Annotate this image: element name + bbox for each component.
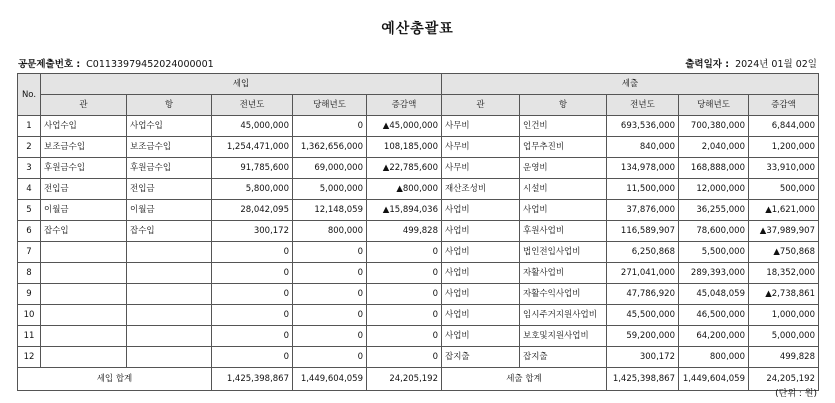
expense-curr-year-cell: 46,500,000 (679, 305, 749, 326)
table-row (18, 326, 819, 347)
col-header: 당해년도 (679, 95, 749, 116)
expense-gwan-cell: 사업비 (442, 305, 520, 326)
income-gwan-cell: 전입금 (41, 179, 127, 200)
income-curr-year-cell: 800,000 (293, 221, 367, 242)
unit-note: (단위 : 원) (775, 389, 817, 399)
expense-prev-year-cell: 116,589,907 (607, 221, 679, 242)
income-prev-year-cell: 91,785,600 (212, 158, 293, 179)
table-row (18, 284, 819, 305)
expense-prev-year-cell: 45,500,000 (607, 305, 679, 326)
expense-prev-year-cell: 134,978,000 (607, 158, 679, 179)
col-header: 관 (41, 95, 127, 116)
expense-hang-cell: 임시주거지원사업비 (520, 305, 607, 326)
expense-hang-cell: 인건비 (520, 116, 607, 137)
table-row (18, 242, 819, 263)
income-change-cell: 0 (367, 263, 442, 284)
income-curr-year-cell: 0 (293, 347, 367, 368)
income-prev-year-cell: 1,254,471,000 (212, 137, 293, 158)
expense-gwan-cell: 사무비 (442, 158, 520, 179)
expense-hang-cell: 후원사업비 (520, 221, 607, 242)
row-number-cell: 9 (18, 284, 41, 305)
print-date-value: 2024년 01월 02일 (735, 59, 817, 70)
income-prev-year-cell: 0 (212, 284, 293, 305)
income-gwan-cell (41, 326, 127, 347)
expense-curr-year-cell: 12,000,000 (679, 179, 749, 200)
income-change-cell: 499,828 (367, 221, 442, 242)
income-gwan-cell: 후원금수입 (41, 158, 127, 179)
expense-curr-year-cell: 800,000 (679, 347, 749, 368)
expense-total-curr: 1,449,604,059 (679, 368, 749, 391)
expense-gwan-cell: 사업비 (442, 263, 520, 284)
row-number-cell: 1 (18, 116, 41, 137)
income-curr-year-cell: 0 (293, 326, 367, 347)
income-change-cell: 0 (367, 326, 442, 347)
row-number-cell: 8 (18, 263, 41, 284)
expense-change-cell: 6,844,000 (749, 116, 819, 137)
income-prev-year-cell: 0 (212, 326, 293, 347)
income-gwan-cell (41, 347, 127, 368)
income-hang-cell: 보조금수입 (127, 137, 212, 158)
expense-curr-year-cell: 2,040,000 (679, 137, 749, 158)
income-curr-year-cell: 0 (293, 263, 367, 284)
table-row (18, 158, 819, 179)
income-hang-cell (127, 263, 212, 284)
income-curr-year-cell: 0 (293, 305, 367, 326)
row-number-cell: 7 (18, 242, 41, 263)
print-date (685, 56, 817, 70)
table-row (18, 137, 819, 158)
expense-hang-cell: 법인전입사업비 (520, 242, 607, 263)
income-change-cell: 0 (367, 242, 442, 263)
income-curr-year-cell: 12,148,059 (293, 200, 367, 221)
income-hang-cell (127, 347, 212, 368)
income-curr-year-cell: 0 (293, 242, 367, 263)
income-curr-year-cell: 0 (293, 284, 367, 305)
income-gwan-cell: 잡수입 (41, 221, 127, 242)
income-total-label: 세입 합계 (18, 368, 212, 391)
expense-prev-year-cell: 271,041,000 (607, 263, 679, 284)
expense-gwan-cell: 사업비 (442, 200, 520, 221)
expense-curr-year-cell: 168,888,000 (679, 158, 749, 179)
expense-change-cell: ▲37,989,907 (749, 221, 819, 242)
print-date-label: 출력일자 : (685, 59, 730, 70)
expense-change-cell: ▲1,621,000 (749, 200, 819, 221)
expense-total-diff: 24,205,192 (749, 368, 819, 391)
expense-hang-cell: 시설비 (520, 179, 607, 200)
expense-change-cell: 500,000 (749, 179, 819, 200)
income-total-prev: 1,425,398,867 (212, 368, 293, 391)
expense-hang-cell: 자활수익사업비 (520, 284, 607, 305)
expense-gwan-cell: 사무비 (442, 137, 520, 158)
expense-prev-year-cell: 37,876,000 (607, 200, 679, 221)
expense-prev-year-cell: 47,786,920 (607, 284, 679, 305)
expense-prev-year-cell: 693,536,000 (607, 116, 679, 137)
income-change-cell: 0 (367, 305, 442, 326)
expense-gwan-cell: 재산조성비 (442, 179, 520, 200)
income-gwan-cell (41, 305, 127, 326)
expense-gwan-cell: 사무비 (442, 116, 520, 137)
income-hang-cell: 후원금수입 (127, 158, 212, 179)
income-hang-cell (127, 326, 212, 347)
income-change-cell: ▲45,000,000 (367, 116, 442, 137)
expense-change-cell: 1,000,000 (749, 305, 819, 326)
expense-prev-year-cell: 6,250,868 (607, 242, 679, 263)
expense-change-cell: 1,200,000 (749, 137, 819, 158)
total-row (18, 368, 819, 391)
expense-prev-year-cell: 300,172 (607, 347, 679, 368)
expense-gwan-cell: 사업비 (442, 221, 520, 242)
income-prev-year-cell: 300,172 (212, 221, 293, 242)
table-row (18, 200, 819, 221)
expense-prev-year-cell: 840,000 (607, 137, 679, 158)
expense-change-cell: ▲2,738,861 (749, 284, 819, 305)
expense-curr-year-cell: 78,600,000 (679, 221, 749, 242)
expense-curr-year-cell: 289,393,000 (679, 263, 749, 284)
table-row (18, 263, 819, 284)
table-row (18, 221, 819, 242)
expense-total-label: 세출 합계 (442, 368, 607, 391)
row-number-cell: 3 (18, 158, 41, 179)
expense-change-cell: ▲750,868 (749, 242, 819, 263)
expense-change-cell: 5,000,000 (749, 326, 819, 347)
expense-hang-cell: 보호및지원사업비 (520, 326, 607, 347)
income-change-cell: ▲22,785,600 (367, 158, 442, 179)
income-total-diff: 24,205,192 (367, 368, 442, 391)
income-prev-year-cell: 28,042,095 (212, 200, 293, 221)
income-curr-year-cell: 1,362,656,000 (293, 137, 367, 158)
expense-gwan-cell: 사업비 (442, 284, 520, 305)
budget-summary-table (17, 73, 819, 391)
income-total-curr: 1,449,604,059 (293, 368, 367, 391)
expense-prev-year-cell: 59,200,000 (607, 326, 679, 347)
income-hang-cell: 이월금 (127, 200, 212, 221)
income-hang-cell (127, 242, 212, 263)
income-prev-year-cell: 0 (212, 263, 293, 284)
expense-hang-cell: 자활사업비 (520, 263, 607, 284)
income-gwan-cell (41, 284, 127, 305)
income-prev-year-cell: 0 (212, 347, 293, 368)
income-gwan-cell: 사업수입 (41, 116, 127, 137)
income-change-cell: ▲15,894,036 (367, 200, 442, 221)
income-change-cell: ▲800,000 (367, 179, 442, 200)
expense-curr-year-cell: 64,200,000 (679, 326, 749, 347)
doc-number-label: 공문제출번호 : (18, 59, 81, 70)
row-number-cell: 6 (18, 221, 41, 242)
header-expense: 세출 (442, 74, 819, 95)
row-number-cell: 12 (18, 347, 41, 368)
income-curr-year-cell: 69,000,000 (293, 158, 367, 179)
row-number-cell: 10 (18, 305, 41, 326)
page-title: 예산총괄표 (381, 21, 454, 37)
col-header: 증감액 (367, 95, 442, 116)
doc-number-value: C01133979452024000001 (86, 59, 214, 70)
income-change-cell: 108,185,000 (367, 137, 442, 158)
row-number-cell: 2 (18, 137, 41, 158)
expense-hang-cell: 잡지출 (520, 347, 607, 368)
table-row (18, 305, 819, 326)
income-gwan-cell: 이월금 (41, 200, 127, 221)
income-prev-year-cell: 5,800,000 (212, 179, 293, 200)
expense-total-prev: 1,425,398,867 (607, 368, 679, 391)
col-header: 당해년도 (293, 95, 367, 116)
col-header: 전년도 (212, 95, 293, 116)
row-number-cell: 5 (18, 200, 41, 221)
table-row (18, 347, 819, 368)
expense-curr-year-cell: 36,255,000 (679, 200, 749, 221)
income-curr-year-cell: 5,000,000 (293, 179, 367, 200)
income-hang-cell (127, 284, 212, 305)
expense-curr-year-cell: 700,380,000 (679, 116, 749, 137)
income-hang-cell: 사업수입 (127, 116, 212, 137)
income-change-cell: 0 (367, 347, 442, 368)
header-no: No. (18, 74, 41, 116)
income-prev-year-cell: 45,000,000 (212, 116, 293, 137)
expense-prev-year-cell: 11,500,000 (607, 179, 679, 200)
income-prev-year-cell: 0 (212, 242, 293, 263)
expense-gwan-cell: 사업비 (442, 326, 520, 347)
row-number-cell: 11 (18, 326, 41, 347)
expense-gwan-cell: 잡지출 (442, 347, 520, 368)
expense-change-cell: 18,352,000 (749, 263, 819, 284)
income-gwan-cell (41, 242, 127, 263)
table-row (18, 179, 819, 200)
income-hang-cell: 전입금 (127, 179, 212, 200)
expense-hang-cell: 사업비 (520, 200, 607, 221)
income-gwan-cell (41, 263, 127, 284)
income-curr-year-cell: 0 (293, 116, 367, 137)
income-hang-cell (127, 305, 212, 326)
expense-hang-cell: 운영비 (520, 158, 607, 179)
expense-curr-year-cell: 45,048,059 (679, 284, 749, 305)
header-income: 세입 (41, 74, 442, 95)
col-header: 전년도 (607, 95, 679, 116)
doc-number (18, 56, 214, 70)
income-change-cell: 0 (367, 284, 442, 305)
income-hang-cell: 잡수입 (127, 221, 212, 242)
row-number-cell: 4 (18, 179, 41, 200)
expense-curr-year-cell: 5,500,000 (679, 242, 749, 263)
income-prev-year-cell: 0 (212, 305, 293, 326)
col-header: 항 (520, 95, 607, 116)
col-header: 관 (442, 95, 520, 116)
income-gwan-cell: 보조금수입 (41, 137, 127, 158)
table-body (18, 116, 819, 368)
expense-gwan-cell: 사업비 (442, 242, 520, 263)
col-header: 증감액 (749, 95, 819, 116)
table-row (18, 116, 819, 137)
expense-hang-cell: 업무추진비 (520, 137, 607, 158)
expense-change-cell: 499,828 (749, 347, 819, 368)
expense-change-cell: 33,910,000 (749, 158, 819, 179)
col-header: 항 (127, 95, 212, 116)
